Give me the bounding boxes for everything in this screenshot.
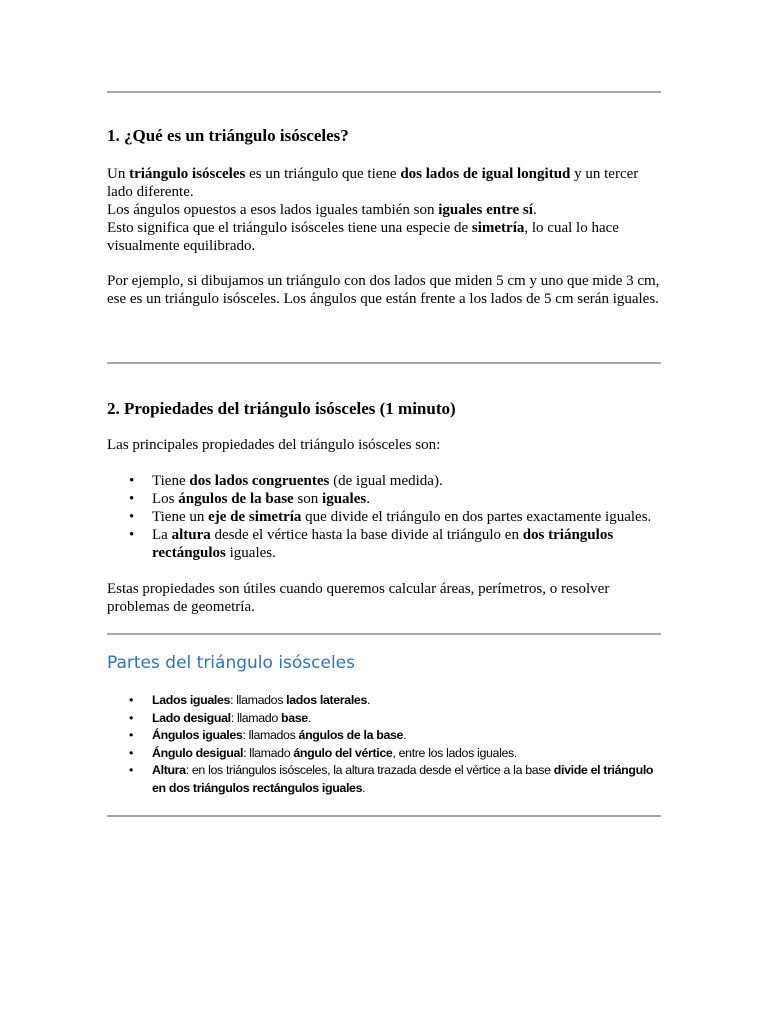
list-item: [107, 762, 661, 797]
text-run: Los ángulos opuestos a esos lados iguales también son: [107, 202, 439, 218]
bullet-icon: •: [129, 473, 135, 489]
text-run: y un tercer lado diferente.: [107, 166, 639, 200]
bold-run: divide el triángulo en dos triángulos rectángulos iguales: [152, 763, 654, 795]
bold-run: dos lados de igual longitud: [400, 166, 571, 182]
text-run: La: [152, 527, 172, 543]
bold-run: base: [281, 710, 308, 725]
bold-run: iguales: [322, 491, 367, 507]
bullet-icon: •: [129, 693, 134, 707]
symmetry-line: [107, 219, 661, 255]
text-run: : llamado: [243, 745, 294, 760]
section-1-paragraph-2: [107, 272, 661, 308]
text-run: .: [362, 780, 366, 795]
section-1-heading: 1. ¿Qué es un triángulo isósceles?: [107, 126, 349, 145]
bold-run: ángulo del vértice: [293, 745, 393, 760]
bold-run: Ángulo desigual: [152, 745, 244, 760]
section-2-heading: 2. Propiedades del triángulo isósceles (1 minuto): [107, 399, 456, 418]
bold-run: ángulos de la base: [178, 491, 294, 507]
example-paragraph: Por ejemplo, si dibujamos un triángulo con dos lados que miden 5 cm y uno que mide 3 cm, ese es un triángulo isósceles. Los ángulos que están frente a los lados de 5 cm serán iguales.: [107, 273, 660, 307]
bullet-icon: •: [129, 527, 135, 543]
list-item: [107, 526, 661, 562]
text-run: : llamados: [242, 728, 299, 742]
horizontal-rule-bottom: [107, 815, 661, 817]
bold-run: Altura: [152, 763, 186, 777]
text-run: iguales.: [225, 545, 276, 561]
bold-run: iguales entre sí: [438, 202, 533, 218]
bullet-icon: •: [129, 763, 134, 777]
list-item: [107, 745, 661, 763]
text-run: .: [403, 728, 407, 742]
properties-outro: Estas propiedades son útiles cuando queremos calcular áreas, perímetros, o resolver problemas de geometría.: [107, 581, 610, 615]
list-item: [107, 727, 661, 745]
text-run: que divide el triángulo en dos partes exactamente iguales.: [301, 509, 652, 525]
horizontal-rule-top: [107, 91, 661, 93]
bold-run: triángulo isósceles: [129, 166, 246, 182]
bold-run: Lados iguales: [152, 693, 231, 707]
bold-run: Ángulos iguales: [152, 728, 243, 742]
text-run: desde el vértice hasta la base divide al triángulo en: [210, 527, 523, 543]
properties-list: [107, 472, 661, 562]
section-3-heading: Partes del triángulo isósceles: [107, 653, 356, 673]
text-run: Esto significa que el triángulo isósceles tiene una especie de: [107, 220, 472, 236]
section-1: [107, 126, 661, 146]
text-run: : en los triángulos isósceles, la altura trazada desde el vértice a la base: [185, 763, 554, 777]
text-run: Tiene: [152, 473, 190, 489]
definition-line: [107, 165, 661, 201]
text-run: Los: [152, 491, 179, 507]
horizontal-rule-3: [107, 633, 661, 635]
list-item: [107, 710, 661, 728]
section-1-paragraph-1: [107, 165, 661, 255]
bold-run: dos triángulos rectángulos: [152, 527, 614, 561]
bold-run: Lado desigual: [152, 710, 231, 725]
text-run: es un triángulo que tiene: [245, 166, 401, 182]
text-run: Un: [107, 166, 130, 182]
text-run: (de igual medida).: [329, 473, 443, 489]
bold-run: ángulos de la base: [298, 728, 404, 742]
list-item: [107, 490, 661, 508]
bold-run: eje de simetría: [208, 509, 302, 525]
text-run: .: [367, 693, 371, 707]
section-3: [107, 652, 661, 674]
text-run: .: [366, 491, 370, 507]
bullet-icon: •: [129, 509, 135, 525]
text-run: son: [293, 491, 323, 507]
bold-run: lados laterales: [286, 693, 367, 707]
text-run: .: [307, 710, 311, 725]
bullet-icon: •: [129, 728, 134, 742]
list-item: [107, 692, 661, 710]
text-run: , lo cual lo hace visualmente equilibrado.: [107, 220, 619, 254]
list-item: [107, 508, 661, 526]
horizontal-rule-2: [107, 362, 661, 364]
text-run: Tiene un: [152, 509, 209, 525]
list-item: [107, 472, 661, 490]
angles-line: [107, 201, 661, 219]
properties-intro: Las principales propiedades del triángulo isósceles son:: [107, 437, 441, 453]
bold-run: altura: [171, 527, 211, 543]
section-2: [107, 399, 661, 419]
bold-run: dos lados congruentes: [189, 473, 330, 489]
bullet-icon: •: [129, 710, 134, 725]
bullet-icon: •: [129, 491, 135, 507]
parts-list: [107, 692, 661, 797]
bullet-icon: •: [129, 745, 134, 760]
text-run: .: [532, 202, 537, 218]
text-run: : llamado: [230, 710, 281, 725]
text-run: : llamados: [230, 693, 287, 707]
bold-run: simetría: [471, 220, 525, 236]
text-run: , entre los lados iguales.: [392, 745, 517, 760]
